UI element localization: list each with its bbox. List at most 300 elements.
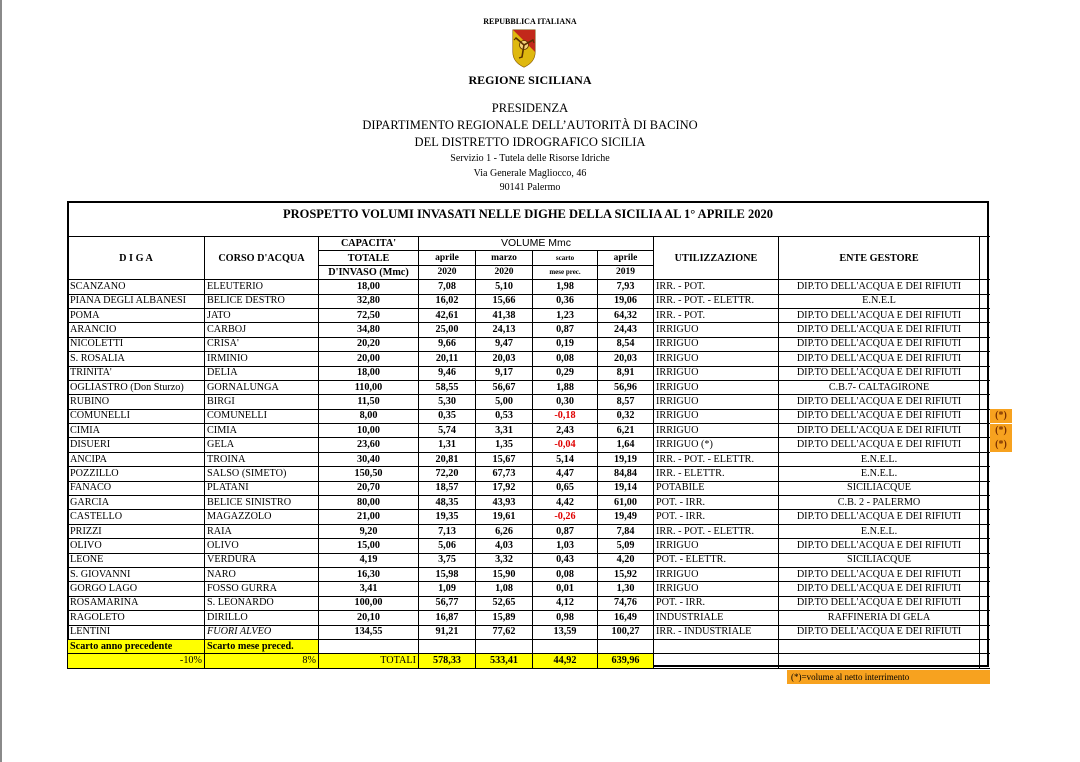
cell-utilizzazione: IRR. - POT. - ELETTR. — [654, 524, 779, 538]
col-header-marzo2020-l2: 2020 — [476, 265, 533, 279]
table-row — [68, 294, 990, 308]
spacer-cell — [980, 467, 990, 481]
cell-aprile-2020: 5,74 — [419, 424, 476, 438]
cell-diga-name: CASTELLO — [68, 510, 205, 524]
totali-label: TOTALI — [319, 654, 419, 668]
cell-capacita: 4,19 — [319, 553, 419, 567]
cell-ente-gestore: DIP.TO DELL'ACQUA E DEI RIFIUTI — [779, 337, 980, 351]
table-row — [68, 395, 990, 409]
cell-corso-acqua: IRMINIO — [205, 352, 319, 366]
cell-scarto: -0,04 — [533, 438, 598, 452]
cell-corso-acqua: ELEUTERIO — [205, 280, 319, 294]
spacer-cell — [980, 496, 990, 510]
cell-aprile-2020: 5,06 — [419, 539, 476, 553]
cell-diga-name: OLIVO — [68, 539, 205, 553]
col-header-corso: CORSO D'ACQUA — [205, 237, 319, 280]
spacer-cell — [980, 639, 990, 653]
cell-aprile-2020: 25,00 — [419, 323, 476, 337]
col-header-ente: ENTE GESTORE — [779, 237, 980, 280]
cell-diga-name: ROSAMARINA — [68, 596, 205, 610]
spacer-cell — [980, 308, 990, 322]
cell-aprile-2019: 6,21 — [598, 424, 654, 438]
cell-aprile-2020: 56,77 — [419, 596, 476, 610]
cell-utilizzazione: POT. - IRR. — [654, 596, 779, 610]
cell-ente-gestore: DIP.TO DELL'ACQUA E DEI RIFIUTI — [779, 395, 980, 409]
col-header-aprile2020-l1: aprile — [419, 251, 476, 265]
table-row — [68, 567, 990, 581]
col-header-capacita-line1: CAPACITA' — [319, 237, 419, 251]
cell-capacita: 23,60 — [319, 438, 419, 452]
cell-marzo-2020: 43,93 — [476, 496, 533, 510]
cell-aprile-2020: 42,61 — [419, 308, 476, 322]
cell-aprile-2020: 1,09 — [419, 582, 476, 596]
empty-cell — [533, 639, 598, 653]
empty-cell — [476, 639, 533, 653]
cell-capacita: 16,30 — [319, 567, 419, 581]
cell-aprile-2019: 56,96 — [598, 380, 654, 394]
cell-scarto: 0,98 — [533, 611, 598, 625]
cell-aprile-2020: 15,98 — [419, 567, 476, 581]
cell-capacita: 10,00 — [319, 424, 419, 438]
cell-aprile-2020: 18,57 — [419, 481, 476, 495]
spacer-cell — [980, 380, 990, 394]
cell-diga-name: ANCIPA — [68, 452, 205, 466]
cell-marzo-2020: 5,10 — [476, 280, 533, 294]
cell-ente-gestore: DIP.TO DELL'ACQUA E DEI RIFIUTI — [779, 625, 980, 639]
cell-aprile-2019: 74,76 — [598, 596, 654, 610]
cell-aprile-2019: 7,84 — [598, 524, 654, 538]
cell-scarto: 0,87 — [533, 524, 598, 538]
cell-utilizzazione: POT. - ELETTR. — [654, 553, 779, 567]
cell-scarto: 13,59 — [533, 625, 598, 639]
cell-marzo-2020: 20,03 — [476, 352, 533, 366]
cell-capacita: 18,00 — [319, 280, 419, 294]
cell-aprile-2019: 4,20 — [598, 553, 654, 567]
cell-ente-gestore: DIP.TO DELL'ACQUA E DEI RIFIUTI — [779, 366, 980, 380]
cell-marzo-2020: 15,67 — [476, 452, 533, 466]
cell-corso-acqua: VERDURA — [205, 553, 319, 567]
cell-aprile-2019: 1,64 — [598, 438, 654, 452]
table-title: PROSPETTO VOLUMI INVASATI NELLE DIGHE DELLA SICILIA AL 1° APRILE 2020 — [282, 207, 774, 221]
cell-corso-acqua: TROINA — [205, 452, 319, 466]
scarto-mese-label: Scarto mese preced. — [205, 639, 319, 653]
cell-aprile-2019: 61,00 — [598, 496, 654, 510]
cell-corso-acqua: PLATANI — [205, 481, 319, 495]
cell-aprile-2019: 8,54 — [598, 337, 654, 351]
cell-aprile-2020: 7,13 — [419, 524, 476, 538]
cell-utilizzazione: IRRIGUO — [654, 395, 779, 409]
cell-diga-name: SCANZANO — [68, 280, 205, 294]
cell-scarto: 0,87 — [533, 323, 598, 337]
table-row — [68, 409, 990, 423]
spacer-cell — [980, 395, 990, 409]
cell-marzo-2020: 67,73 — [476, 467, 533, 481]
cell-utilizzazione: IRR. - POT. — [654, 308, 779, 322]
cell-ente-gestore: SICILIACQUE — [779, 481, 980, 495]
cell-capacita: 80,00 — [319, 496, 419, 510]
cell-diga-name: CIMIA — [68, 424, 205, 438]
cell-aprile-2019: 24,43 — [598, 323, 654, 337]
cell-diga-name: COMUNELLI — [68, 409, 205, 423]
cell-aprile-2019: 20,03 — [598, 352, 654, 366]
cell-capacita: 3,41 — [319, 582, 419, 596]
table-row — [68, 611, 990, 625]
col-header-volume: VOLUME Mmc — [419, 237, 654, 251]
cell-marzo-2020: 0,53 — [476, 409, 533, 423]
spacer-cell — [980, 582, 990, 596]
cell-aprile-2019: 0,32 — [598, 409, 654, 423]
cell-capacita: 20,70 — [319, 481, 419, 495]
cell-utilizzazione: IRR. - POT. - ELETTR. — [654, 452, 779, 466]
cell-ente-gestore: C.B.7- CALTAGIRONE — [779, 380, 980, 394]
cell-capacita: 32,80 — [319, 294, 419, 308]
table-row — [68, 553, 990, 567]
cell-marzo-2020: 9,17 — [476, 366, 533, 380]
cell-diga-name: GARCIA — [68, 496, 205, 510]
cell-capacita: 9,20 — [319, 524, 419, 538]
cell-aprile-2019: 64,32 — [598, 308, 654, 322]
cell-corso-acqua: DIRILLO — [205, 611, 319, 625]
cell-utilizzazione: IRRIGUO — [654, 539, 779, 553]
cell-corso-acqua: S. LEONARDO — [205, 596, 319, 610]
cell-ente-gestore: E.N.E.L — [779, 294, 980, 308]
empty-cell — [779, 639, 980, 653]
total-scarto: 44,92 — [533, 654, 598, 668]
spacer-cell — [980, 294, 990, 308]
cell-diga-name: POMA — [68, 308, 205, 322]
spacer-cell — [980, 539, 990, 553]
spacer-cell — [980, 524, 990, 538]
total-marzo-2020: 533,41 — [476, 654, 533, 668]
cell-corso-acqua: NARO — [205, 567, 319, 581]
table-row — [68, 280, 990, 294]
cell-corso-acqua: OLIVO — [205, 539, 319, 553]
spacer-cell — [980, 352, 990, 366]
cell-capacita: 15,00 — [319, 539, 419, 553]
cell-aprile-2019: 16,49 — [598, 611, 654, 625]
cell-marzo-2020: 15,90 — [476, 567, 533, 581]
cell-ente-gestore: DIP.TO DELL'ACQUA E DEI RIFIUTI — [779, 539, 980, 553]
table-row — [68, 380, 990, 394]
table-row — [68, 438, 990, 452]
table-row — [68, 524, 990, 538]
spacer-cell — [980, 438, 990, 452]
cell-aprile-2019: 8,57 — [598, 395, 654, 409]
cell-marzo-2020: 3,31 — [476, 424, 533, 438]
cell-aprile-2019: 19,14 — [598, 481, 654, 495]
cell-corso-acqua: MAGAZZOLO — [205, 510, 319, 524]
cell-diga-name: LEONE — [68, 553, 205, 567]
cell-capacita: 8,00 — [319, 409, 419, 423]
cell-diga-name: NICOLETTI — [68, 337, 205, 351]
cell-scarto: 5,14 — [533, 452, 598, 466]
cell-scarto: 4,42 — [533, 496, 598, 510]
scarto-anno-value: -10% — [68, 654, 205, 668]
col-header-utilizzazione: UTILIZZAZIONE — [654, 237, 779, 280]
cell-capacita: 150,50 — [319, 467, 419, 481]
spacer-cell — [980, 510, 990, 524]
cell-marzo-2020: 3,32 — [476, 553, 533, 567]
cell-marzo-2020: 5,00 — [476, 395, 533, 409]
cell-diga-name: TRINITA' — [68, 366, 205, 380]
cell-aprile-2020: 16,87 — [419, 611, 476, 625]
cell-capacita: 134,55 — [319, 625, 419, 639]
spacer-cell — [980, 337, 990, 351]
col-header-scarto-l1: scarto — [533, 251, 598, 265]
table-row — [68, 582, 990, 596]
col-header-scarto-l2: mese prec. — [533, 265, 598, 279]
cell-utilizzazione: IRR. - ELETTR. — [654, 467, 779, 481]
cell-diga-name: GORGO LAGO — [68, 582, 205, 596]
cell-corso-acqua: BIRGI — [205, 395, 319, 409]
address-street: Via Generale Magliocco, 46 — [473, 168, 587, 179]
cell-capacita: 20,00 — [319, 352, 419, 366]
cell-capacita: 11,50 — [319, 395, 419, 409]
cell-corso-acqua: GORNALUNGA — [205, 380, 319, 394]
cell-marzo-2020: 77,62 — [476, 625, 533, 639]
cell-ente-gestore: C.B. 2 - PALERMO — [779, 496, 980, 510]
cell-marzo-2020: 41,38 — [476, 308, 533, 322]
cell-capacita: 21,00 — [319, 510, 419, 524]
cell-diga-name: RUBINO — [68, 395, 205, 409]
cell-corso-acqua: CRISA' — [205, 337, 319, 351]
department-line-2: DEL DISTRETTO IDROGRAFICO SICILIA — [414, 135, 646, 149]
cell-diga-name: RAGOLETO — [68, 611, 205, 625]
service-label: Servizio 1 - Tutela delle Risorse Idriche — [450, 153, 610, 164]
table-row — [68, 337, 990, 351]
cell-aprile-2019: 84,84 — [598, 467, 654, 481]
cell-capacita: 18,00 — [319, 366, 419, 380]
cell-marzo-2020: 15,66 — [476, 294, 533, 308]
cell-corso-acqua: BELICE SINISTRO — [205, 496, 319, 510]
cell-utilizzazione: IRR. - POT. - ELETTR. — [654, 294, 779, 308]
cell-ente-gestore: DIP.TO DELL'ACQUA E DEI RIFIUTI — [779, 510, 980, 524]
cell-corso-acqua: JATO — [205, 308, 319, 322]
interrimento-marker: (*) — [990, 409, 1012, 423]
cell-utilizzazione: IRRIGUO — [654, 380, 779, 394]
spacer-cell — [980, 237, 990, 280]
cell-utilizzazione: INDUSTRIALE — [654, 611, 779, 625]
cell-scarto: 0,08 — [533, 352, 598, 366]
cell-scarto: 1,03 — [533, 539, 598, 553]
col-header-aprile2019-l2: 2019 — [598, 265, 654, 279]
cell-scarto: 4,12 — [533, 596, 598, 610]
cell-diga-name: PIANA DEGLI ALBANESI — [68, 294, 205, 308]
cell-aprile-2019: 1,30 — [598, 582, 654, 596]
spacer-cell — [980, 567, 990, 581]
table-row — [68, 366, 990, 380]
footer-row-totals — [68, 654, 990, 668]
empty-cell — [419, 639, 476, 653]
table-row — [68, 625, 990, 639]
cell-scarto: 0,29 — [533, 366, 598, 380]
cell-ente-gestore: DIP.TO DELL'ACQUA E DEI RIFIUTI — [779, 582, 980, 596]
cell-scarto: 1,98 — [533, 280, 598, 294]
cell-marzo-2020: 1,08 — [476, 582, 533, 596]
table-row — [68, 596, 990, 610]
cell-utilizzazione: POTABILE — [654, 481, 779, 495]
empty-cell — [654, 654, 779, 668]
table-row — [68, 539, 990, 553]
cell-scarto: 0,43 — [533, 553, 598, 567]
cell-aprile-2019: 15,92 — [598, 567, 654, 581]
cell-scarto: 0,36 — [533, 294, 598, 308]
table-row — [68, 352, 990, 366]
cell-scarto: 0,30 — [533, 395, 598, 409]
spacer-cell — [980, 625, 990, 639]
table-row — [68, 467, 990, 481]
empty-cell — [319, 639, 419, 653]
spacer-cell — [980, 611, 990, 625]
spacer-cell — [980, 596, 990, 610]
cell-capacita: 72,50 — [319, 308, 419, 322]
cell-marzo-2020: 1,35 — [476, 438, 533, 452]
col-header-capacita-line2: TOTALE — [319, 251, 419, 265]
table-row — [68, 496, 990, 510]
cell-aprile-2020: 0,35 — [419, 409, 476, 423]
cell-ente-gestore: DIP.TO DELL'ACQUA E DEI RIFIUTI — [779, 308, 980, 322]
footer-row-labels — [68, 639, 990, 653]
table-row — [68, 308, 990, 322]
col-header-capacita-line3: D'INVASO (Mmc) — [319, 265, 419, 279]
cell-corso-acqua: FOSSO GURRA — [205, 582, 319, 596]
cell-diga-name: POZZILLO — [68, 467, 205, 481]
cell-capacita: 100,00 — [319, 596, 419, 610]
col-header-aprile2019-l1: aprile — [598, 251, 654, 265]
cell-marzo-2020: 17,92 — [476, 481, 533, 495]
cell-utilizzazione: IRRIGUO — [654, 337, 779, 351]
header-row-1 — [68, 237, 990, 251]
cell-aprile-2020: 19,35 — [419, 510, 476, 524]
spacer-cell — [980, 280, 990, 294]
cell-aprile-2020: 16,02 — [419, 294, 476, 308]
cell-utilizzazione: IRRIGUO — [654, 323, 779, 337]
empty-cell — [654, 639, 779, 653]
cell-ente-gestore: DIP.TO DELL'ACQUA E DEI RIFIUTI — [779, 424, 980, 438]
cell-utilizzazione: POT. - IRR. — [654, 496, 779, 510]
cell-ente-gestore: DIP.TO DELL'ACQUA E DEI RIFIUTI — [779, 352, 980, 366]
cell-utilizzazione: POT. - IRR. — [654, 510, 779, 524]
cell-scarto: 0,19 — [533, 337, 598, 351]
cell-aprile-2019: 19,06 — [598, 294, 654, 308]
cell-aprile-2020: 48,35 — [419, 496, 476, 510]
spacer-cell — [980, 553, 990, 567]
cell-ente-gestore: DIP.TO DELL'ACQUA E DEI RIFIUTI — [779, 438, 980, 452]
table-row — [68, 510, 990, 524]
table-row — [68, 452, 990, 466]
cell-diga-name: PRIZZI — [68, 524, 205, 538]
interrimento-marker: (*) — [990, 424, 1012, 438]
cell-marzo-2020: 52,65 — [476, 596, 533, 610]
cell-scarto: 4,47 — [533, 467, 598, 481]
empty-cell — [598, 639, 654, 653]
cell-aprile-2020: 58,55 — [419, 380, 476, 394]
cell-diga-name: FANACO — [68, 481, 205, 495]
table-row — [68, 424, 990, 438]
cell-ente-gestore: E.N.E.L. — [779, 452, 980, 466]
cell-scarto: 0,01 — [533, 582, 598, 596]
cell-utilizzazione: IRRIGUO — [654, 409, 779, 423]
cell-capacita: 110,00 — [319, 380, 419, 394]
cell-marzo-2020: 6,26 — [476, 524, 533, 538]
cell-aprile-2019: 5,09 — [598, 539, 654, 553]
cell-diga-name: S. GIOVANNI — [68, 567, 205, 581]
cell-marzo-2020: 24,13 — [476, 323, 533, 337]
cell-marzo-2020: 56,67 — [476, 380, 533, 394]
cell-corso-acqua: FUORI ALVEO — [205, 625, 319, 639]
cell-corso-acqua: BELICE DESTRO — [205, 294, 319, 308]
cell-aprile-2020: 9,46 — [419, 366, 476, 380]
table-row — [68, 481, 990, 495]
cell-utilizzazione: IRRIGUO — [654, 582, 779, 596]
spacer-cell — [980, 481, 990, 495]
cell-aprile-2019: 7,93 — [598, 280, 654, 294]
cell-aprile-2020: 72,20 — [419, 467, 476, 481]
cell-corso-acqua: COMUNELLI — [205, 409, 319, 423]
cell-scarto: -0,18 — [533, 409, 598, 423]
spacer-cell — [980, 323, 990, 337]
cell-diga-name: LENTINI — [68, 625, 205, 639]
col-header-aprile2020-l2: 2020 — [419, 265, 476, 279]
scarto-mese-value: 8% — [205, 654, 319, 668]
total-aprile-2020: 578,33 — [419, 654, 476, 668]
cell-ente-gestore: DIP.TO DELL'ACQUA E DEI RIFIUTI — [779, 567, 980, 581]
cell-utilizzazione: IRR. - INDUSTRIALE — [654, 625, 779, 639]
cell-aprile-2020: 9,66 — [419, 337, 476, 351]
cell-marzo-2020: 19,61 — [476, 510, 533, 524]
cell-aprile-2020: 20,11 — [419, 352, 476, 366]
cell-aprile-2020: 5,30 — [419, 395, 476, 409]
cell-utilizzazione: IRRIGUO — [654, 352, 779, 366]
cell-corso-acqua: CIMIA — [205, 424, 319, 438]
scarto-anno-label: Scarto anno precedente — [68, 639, 205, 653]
table-row — [68, 323, 990, 337]
cell-corso-acqua: DELIA — [205, 366, 319, 380]
region-title: REGIONE SICILIANA — [468, 73, 592, 87]
cell-capacita: 20,10 — [319, 611, 419, 625]
cell-aprile-2020: 7,08 — [419, 280, 476, 294]
cell-utilizzazione: IRRIGUO — [654, 366, 779, 380]
sicily-trinacria-emblem-icon — [510, 28, 538, 68]
cell-aprile-2019: 19,49 — [598, 510, 654, 524]
cell-utilizzazione: IRRIGUO (*) — [654, 438, 779, 452]
cell-capacita: 30,40 — [319, 452, 419, 466]
interrimento-marker: (*) — [990, 438, 1012, 452]
cell-ente-gestore: E.N.E.L. — [779, 467, 980, 481]
dams-volume-table — [67, 236, 990, 669]
cell-capacita: 34,80 — [319, 323, 419, 337]
cell-aprile-2019: 8,91 — [598, 366, 654, 380]
cell-marzo-2020: 4,03 — [476, 539, 533, 553]
cell-ente-gestore: DIP.TO DELL'ACQUA E DEI RIFIUTI — [779, 596, 980, 610]
cell-scarto: 0,08 — [533, 567, 598, 581]
cell-diga-name: DISUERI — [68, 438, 205, 452]
cell-marzo-2020: 9,47 — [476, 337, 533, 351]
cell-scarto: 1,88 — [533, 380, 598, 394]
total-aprile-2019: 639,96 — [598, 654, 654, 668]
department-line-1: DIPARTIMENTO REGIONALE DELL’AUTORITÀ DI BACINO — [362, 118, 698, 132]
presidency-label: PRESIDENZA — [491, 101, 569, 115]
spacer-cell — [980, 409, 990, 423]
spacer-cell — [980, 452, 990, 466]
cell-diga-name: S. ROSALIA — [68, 352, 205, 366]
cell-corso-acqua: GELA — [205, 438, 319, 452]
spacer-cell — [980, 654, 990, 668]
cell-ente-gestore: SICILIACQUE — [779, 553, 980, 567]
cell-aprile-2019: 100,27 — [598, 625, 654, 639]
cell-capacita: 20,20 — [319, 337, 419, 351]
cell-corso-acqua: SALSO (SIMETO) — [205, 467, 319, 481]
